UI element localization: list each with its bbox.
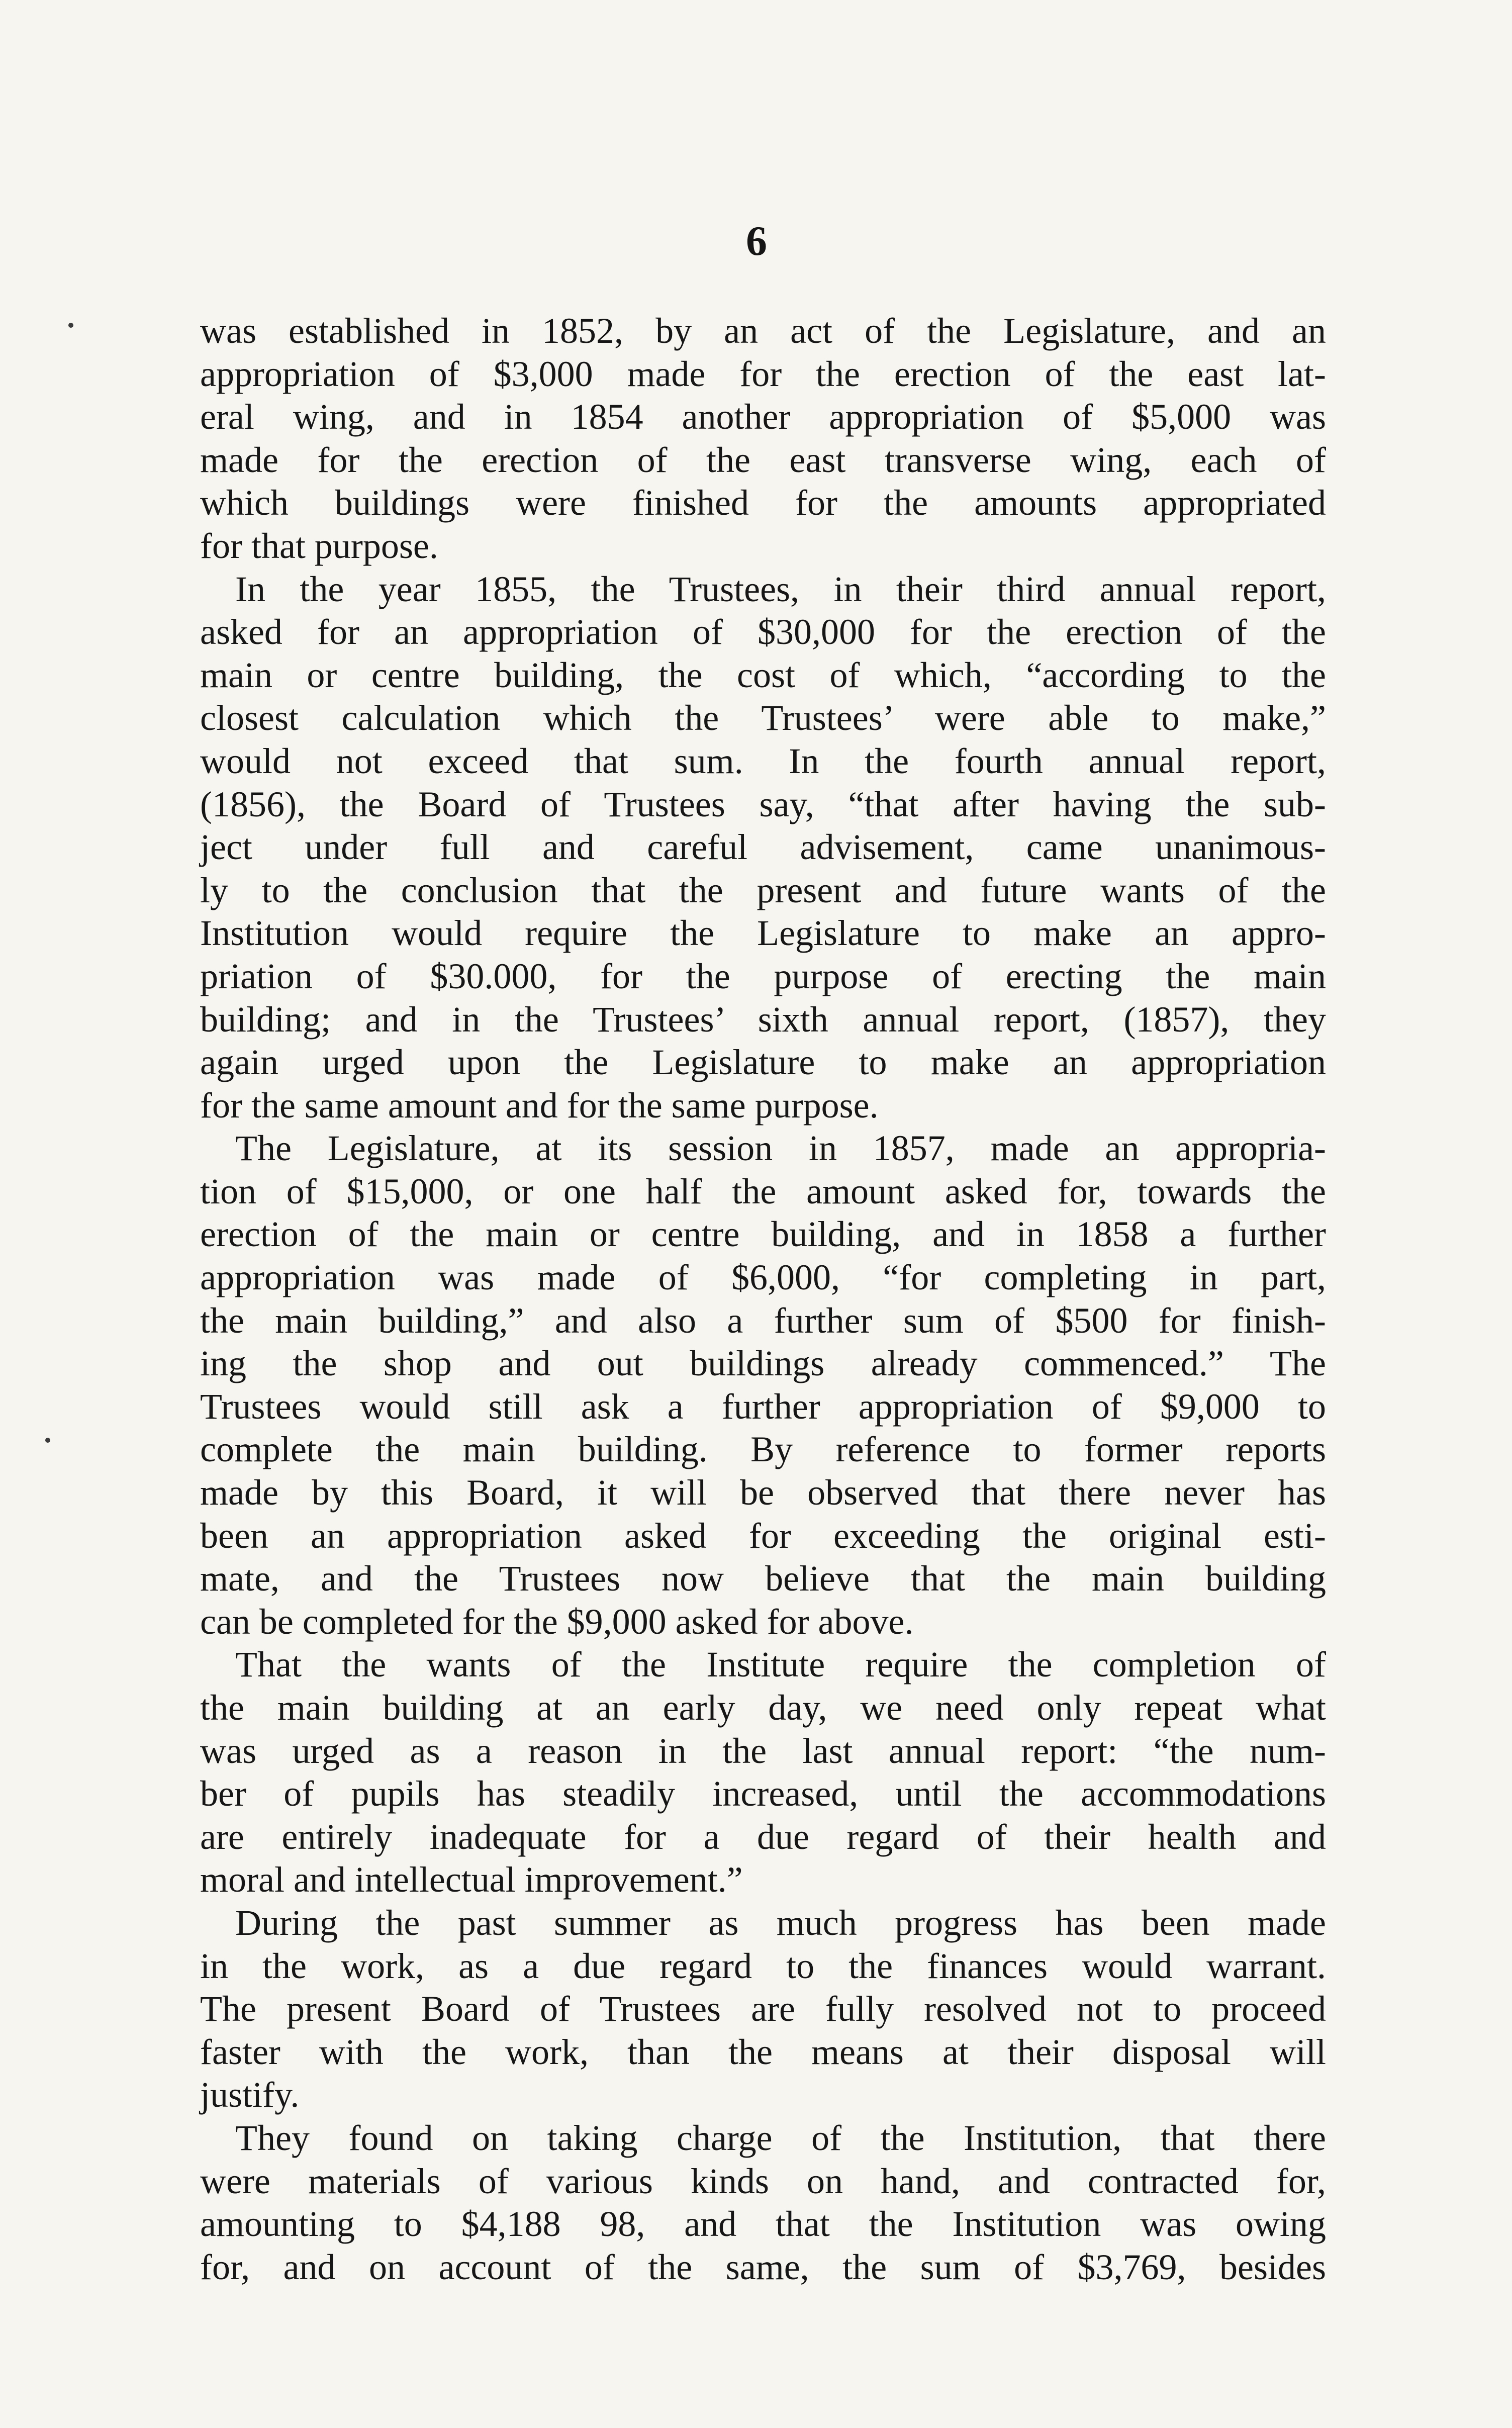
paragraph: [200, 568, 1326, 1128]
text-line: faster with the work, than the means at their disposal will: [200, 2031, 1326, 2072]
text-line: They found on taking charge of the Institution, that there: [235, 2117, 1326, 2158]
print-speck: [45, 1438, 50, 1443]
text-line: Institution would require the Legislature to make an appro-: [200, 913, 1326, 954]
text-line: the main building,” and also a further sum of $500 for finish-: [200, 1300, 1326, 1341]
paragraph: [200, 1127, 1326, 1643]
text-line: mate, and the Trustees now believe that the main building: [200, 1558, 1326, 1599]
text-line: Trustees would still ask a further appropriation of $9,000 to: [200, 1386, 1326, 1427]
paragraph: [200, 2117, 1326, 2289]
text-line: the main building at an early day, we need only repeat what: [200, 1688, 1326, 1728]
text-line: again urged upon the Legislature to make an appropriation: [200, 1042, 1326, 1083]
text-line: justify.: [200, 2075, 300, 2115]
text-line: That the wants of the Institute require the completion of: [235, 1644, 1326, 1685]
paragraph: [200, 1902, 1326, 2117]
text-line: ly to the conclusion that the present and future wants of the: [200, 870, 1326, 910]
text-line: can be completed for the $9,000 asked for above.: [200, 1601, 914, 1642]
text-line: appropriation was made of $6,000, “for completing in part,: [200, 1257, 1326, 1298]
text-line: are entirely inadequate for a due regard of their health and: [200, 1816, 1326, 1857]
text-line: made for the erection of the east transverse wing, each of: [200, 439, 1326, 480]
text-line: amounting to $4,188 98, and that the Institution was owing: [200, 2204, 1326, 2245]
text-line: building; and in the Trustees’ sixth annual report, (1857), they: [200, 999, 1326, 1040]
body-text: [200, 310, 1326, 2289]
text-line: appropriation of $3,000 made for the erection of the east lat-: [200, 353, 1326, 394]
text-line: The present Board of Trustees are fully resolved not to proceed: [200, 1989, 1326, 2029]
text-line: ject under full and careful advisement, came unanimous-: [200, 827, 1326, 868]
text-line: priation of $30.000, for the purpose of erecting the main: [200, 956, 1326, 996]
text-line: would not exceed that sum. In the fourth annual report,: [200, 740, 1326, 781]
text-line: for, and on account of the same, the sum of $3,769, besides: [200, 2247, 1326, 2287]
text-line: (1856), the Board of Trustees say, “that after having the sub-: [200, 784, 1326, 824]
text-line: was urged as a reason in the last annual report: “the num-: [200, 1730, 1326, 1771]
page-number: 6: [746, 218, 767, 264]
text-line: tion of $15,000, or one half the amount asked for, towards the: [200, 1171, 1326, 1211]
text-line: erection of the main or centre building, and in 1858 a further: [200, 1214, 1326, 1255]
text-line: which buildings were finished for the amounts appropriated: [200, 483, 1326, 523]
text-line: for that purpose.: [200, 525, 438, 566]
text-line: in the work, as a due regard to the finances would warrant.: [200, 1945, 1326, 1986]
paragraph: [200, 1643, 1326, 1902]
text-line: The Legislature, at its session in 1857, made an appropria-: [235, 1128, 1326, 1169]
text-line: been an appropriation asked for exceeding the original esti-: [200, 1515, 1326, 1556]
text-line: was established in 1852, by an act of the Legislature, and an: [200, 311, 1326, 351]
text-line: During the past summer as much progress has been made: [235, 1902, 1326, 1943]
text-line: closest calculation which the Trustees’ were able to make,”: [200, 698, 1326, 738]
text-line: were materials of various kinds on hand, and contracted for,: [200, 2161, 1326, 2201]
print-speck: [68, 323, 73, 328]
paragraph: [200, 310, 1326, 568]
text-line: ing the shop and out buildings already commenced.” The: [200, 1343, 1326, 1384]
text-line: In the year 1855, the Trustees, in their third annual report,: [235, 569, 1326, 609]
text-line: moral and intellectual improvement.”: [200, 1859, 743, 1900]
text-line: for the same amount and for the same purpose.: [200, 1085, 879, 1126]
text-line: made by this Board, it will be observed that there never has: [200, 1472, 1326, 1513]
text-line: asked for an appropriation of $30,000 for the erection of the: [200, 612, 1326, 652]
text-line: eral wing, and in 1854 another appropriation of $5,000 was: [200, 397, 1326, 437]
text-line: complete the main building. By reference to former reports: [200, 1429, 1326, 1470]
text-line: ber of pupils has steadily increased, until the accommodations: [200, 1773, 1326, 1814]
text-line: main or centre building, the cost of which, “according to the: [200, 655, 1326, 695]
